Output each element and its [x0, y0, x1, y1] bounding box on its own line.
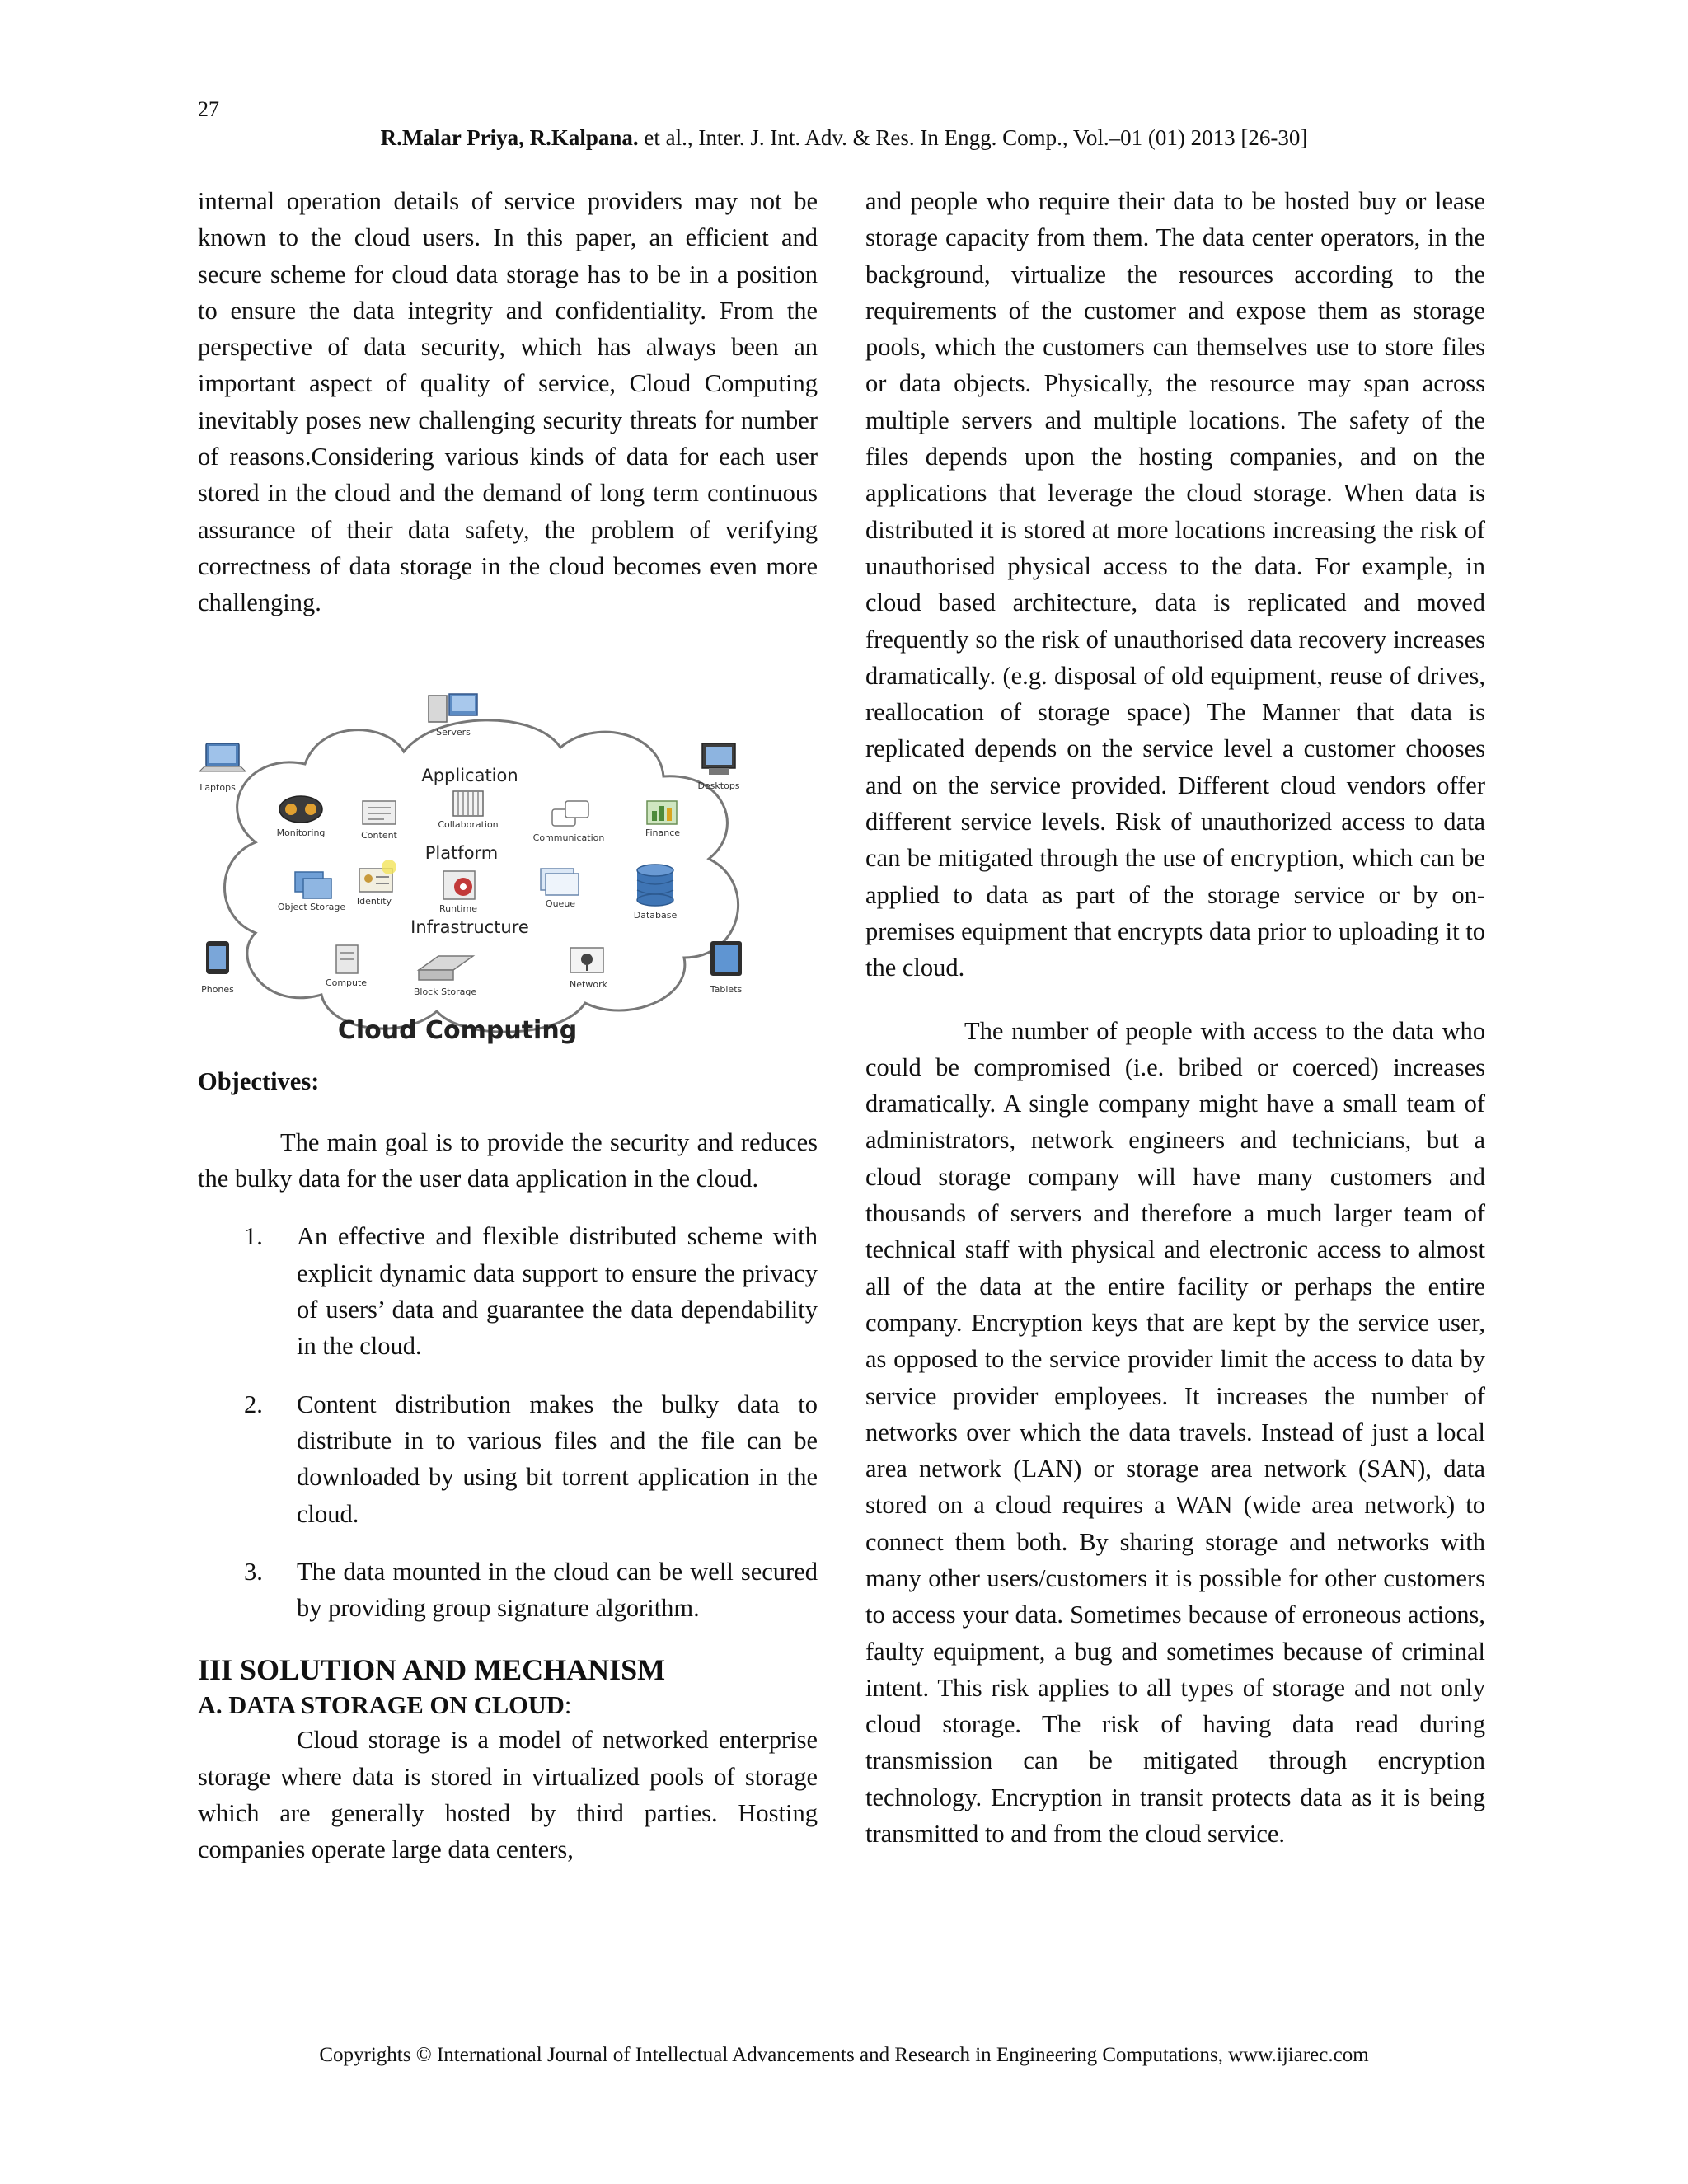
label-monitoring: Monitoring	[276, 827, 326, 838]
section-heading: III SOLUTION AND MECHANISM	[198, 1653, 666, 1687]
right-column	[865, 183, 1485, 1852]
objective-number: 2.	[244, 1390, 263, 1418]
label-block-storage: Block Storage	[413, 986, 477, 997]
subsection-heading-colon: :	[564, 1691, 572, 1720]
label-desktops: Desktops	[697, 780, 740, 791]
queue-icon	[541, 869, 579, 895]
label-database: Database	[633, 909, 678, 921]
label-queue: Queue	[545, 898, 576, 909]
label-runtime: Runtime	[439, 902, 477, 914]
right-paragraph-2: The number of people with access to the data who could be compromised (i.e. bribed or coerced) increases dramatically. A single company might have a small team of administrators, network engineers and technicians, but a cloud storage company will have many customers and thousands of servers and therefore a much larger team of technical staff with physical and electronic access to almost all of the data at the entire facility or perhaps the entire company. Encryption keys that are kept by the service user, as opposed to the service provider limit the access to data by service provider employees. It increases the number of networks over which the data travels. Instead of just a local area network (LAN) or storage area network (SAN), data stored on a cloud requires a WAN (wide area network) to connect them both. By sharing storage and networks with many other users/customers it is possible for other customers to access your data. Sometimes because of erroneous actions, faulty equipment, a bug and sometimes because of criminal intent. This risk applies to all types of storage and not only cloud storage. The risk of having data read during transmission can be mitigated through encryption technology. Encryption in transit protects data as it is being transmitted to and from the cloud service.	[865, 1016, 1485, 1849]
phones-icon	[206, 941, 229, 974]
objective-text: An effective and flexible distributed scheme with explicit dynamic data support to ensure the privacy of users’ data and guarantee the data dependability in the cloud.	[297, 1222, 818, 1361]
label-collaboration: Collaboration	[438, 818, 499, 830]
label-network: Network	[570, 978, 607, 990]
label-identity: Identity	[356, 895, 392, 907]
label-object-storage: Object Storage	[277, 901, 346, 912]
label-content: Content	[361, 829, 397, 841]
network-icon	[570, 948, 603, 972]
cloud-computing-diagram	[198, 686, 818, 1063]
label-compute: Compute	[325, 977, 368, 988]
objective-text: The data mounted in the cloud can be well secured by providing group signature algorithm.	[297, 1557, 818, 1623]
label-laptops: Laptops	[199, 781, 236, 793]
runtime-icon	[443, 871, 475, 899]
laptops-icon	[199, 743, 246, 771]
label-tablets: Tablets	[710, 983, 743, 995]
running-head	[0, 125, 1688, 151]
objective-item	[198, 1218, 818, 1364]
database-icon	[637, 865, 673, 906]
page-number: 27	[198, 97, 219, 121]
subsection-heading	[198, 1689, 818, 1722]
cloud-computing-figure	[198, 686, 818, 1063]
storage-paragraph: Cloud storage is a model of networked enterprise storage where data is stored in virtualized pools of storage which are generally hosted by third parties. Hosting companies operate large data centers,	[198, 1726, 818, 1864]
label-servers: Servers	[436, 726, 471, 738]
running-head-authors: R.Malar Priya, R.Kalpana.	[380, 125, 639, 150]
label-communication: Communication	[532, 832, 605, 843]
servers-icon	[429, 694, 477, 722]
layer-platform: Platform	[424, 842, 499, 863]
objectives-intro: The main goal is to provide the security and reduces the bulky data for the user data application in the cloud.	[198, 1127, 818, 1193]
objective-item	[198, 1554, 818, 1627]
collaboration-icon	[453, 791, 483, 816]
subsection-heading-text: A. DATA STORAGE ON CLOUD	[198, 1691, 565, 1720]
layer-infrastructure: Infrastructure	[410, 916, 529, 937]
label-finance: Finance	[645, 827, 681, 838]
finance-icon	[647, 801, 677, 824]
objectives-heading: Objectives:	[198, 1066, 320, 1095]
right-paragraph-1: and people who require their data to be hosted buy or lease storage capacity from them. The data center operators, in the background, virtualize the resources according to the requirements of the customer and expose them as storage pools, which the customers can themselves use to store files or data objects. Physically, the resource may span across multiple servers and multiple locations. The safety of the files depends upon the hosting companies, and on the applications that leverage the cloud storage. When data is distributed it is stored at more locations increasing the risk of unauthorised physical access to the data. For example, in cloud based architecture, data is replicated and moved frequently so the risk of unauthorised data recovery increases dramatically. (e.g. disposal of old equipment, reuse of drives, reallocation of storage space) The Manner that data is replicated depends on the service level a customer chooses and on the service provided. Different cloud vendors offer different service levels. Risk of unauthorized access to data can be mitigated through the use of encryption, which can be applied to data as part of the storage service or by on-premises equipment that encrypts data prior to uploading it to the cloud.	[865, 187, 1485, 982]
label-phones: Phones	[201, 983, 234, 995]
layer-application: Application	[421, 765, 518, 785]
desktops-icon	[702, 743, 735, 775]
figure-title: Cloud Computing	[337, 1015, 578, 1045]
footer-copyright: Copyrights © International Journal of Intellectual Advancements and Research in Engineering Computations, www.ijiarec.com	[319, 2044, 1369, 2066]
content-icon	[363, 801, 396, 824]
left-column	[198, 183, 818, 1868]
compute-icon	[336, 945, 358, 973]
objective-number: 1.	[244, 1222, 263, 1251]
tablets-icon	[710, 941, 742, 976]
objectives-list	[198, 1218, 818, 1626]
objective-number: 3.	[244, 1557, 263, 1586]
intro-paragraph: internal operation details of service providers may not be known to the cloud users. In this paper, an efficient and secure scheme for cloud data storage has to be in a position to ensure the data integrity and confidentiality. From the perspective of data security, which has always been an important aspect of quality of service, Cloud Computing inevitably poses new challenging security threats for number of reasons.Considering various kinds of data for each user stored in the cloud and the demand of long term continuous assurance of their data safety, the problem of verifying correctness of data storage in the cloud becomes even more challenging.	[198, 187, 818, 617]
running-head-citation: et al., Inter. J. Int. Adv. & Res. In Engg. Comp., Vol.–01 (01) 2013 [26-30]	[638, 125, 1308, 150]
objective-text: Content distribution makes the bulky data to distribute in to various files and the file can be downloaded by using bit torrent application in the cloud.	[297, 1390, 818, 1528]
objective-item	[198, 1386, 818, 1532]
monitoring-icon	[279, 796, 322, 823]
